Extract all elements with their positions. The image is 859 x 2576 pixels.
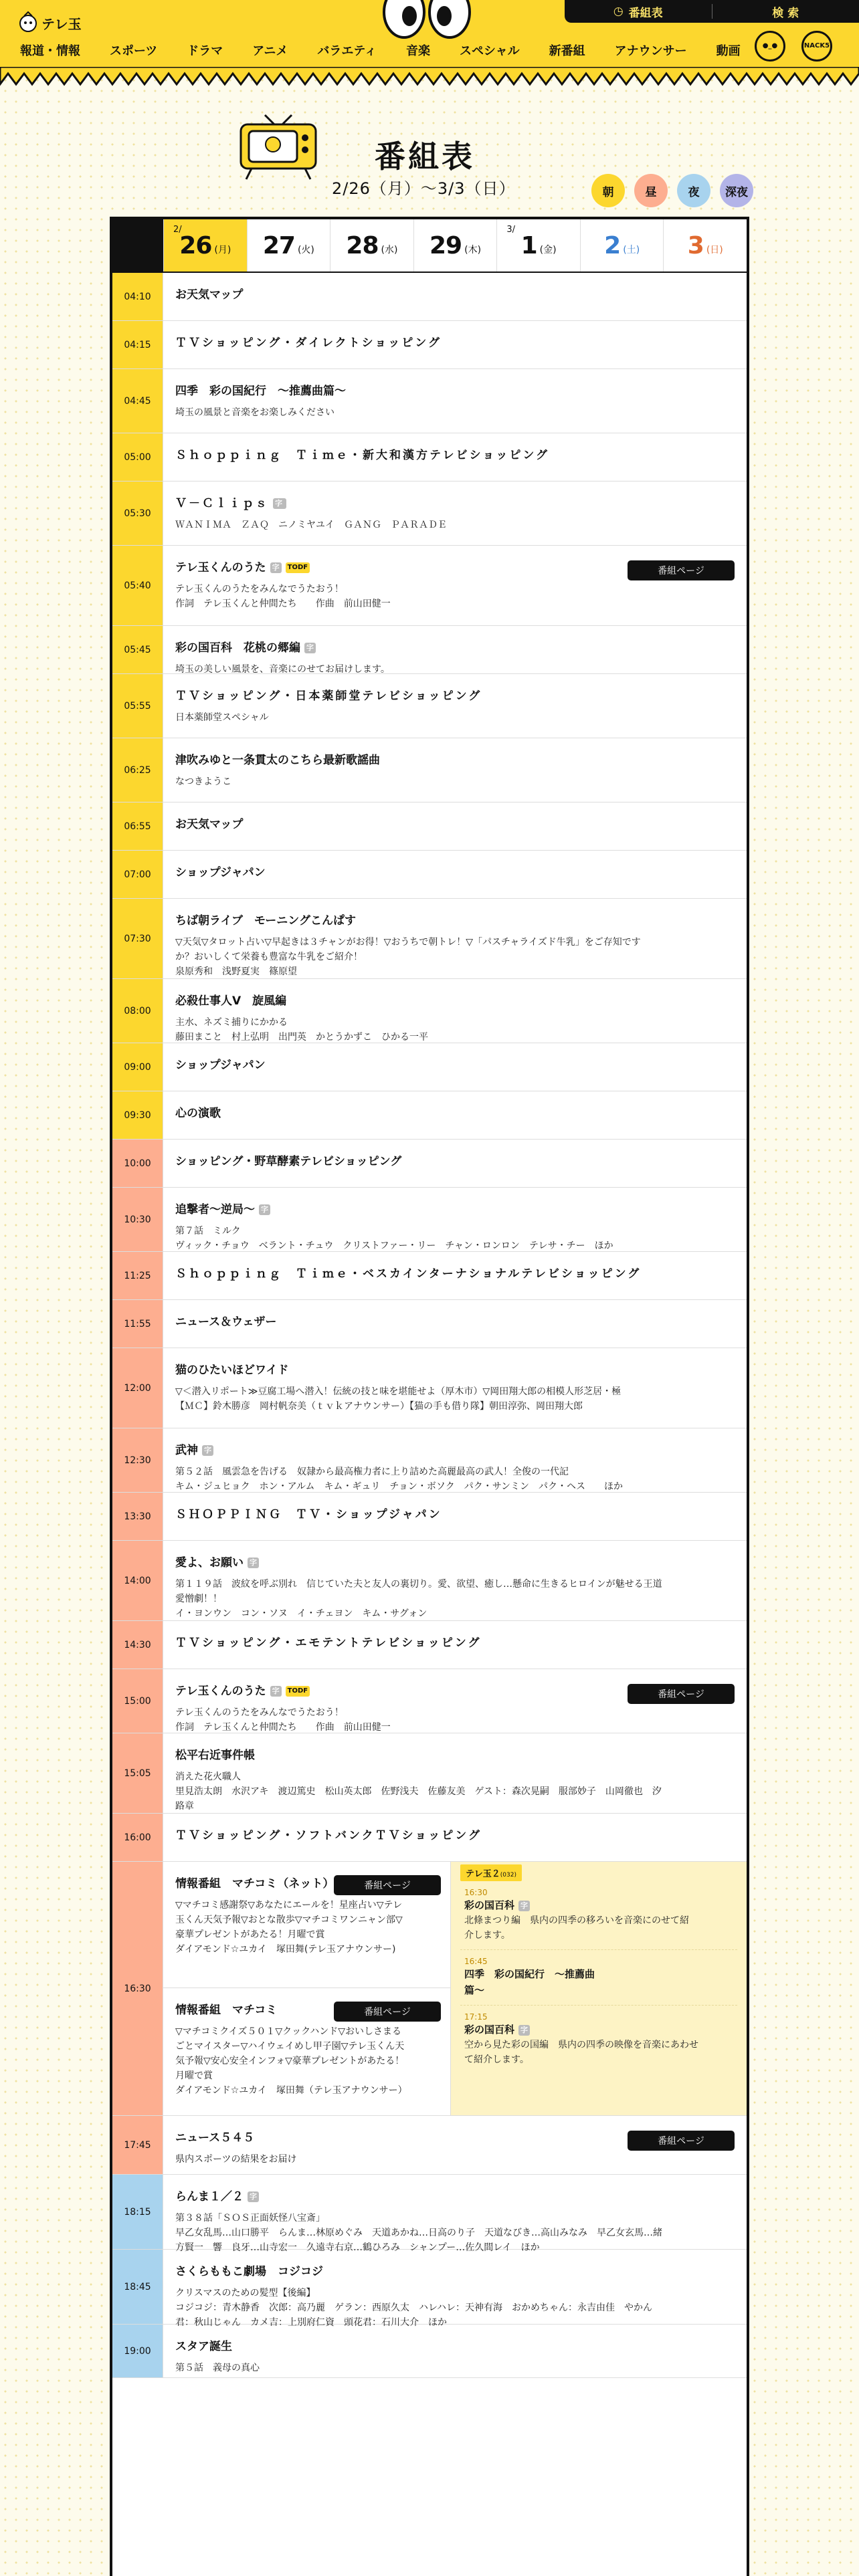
program-title: ショッピング・野草酵素テレビショッピング bbox=[175, 1155, 402, 1168]
program-title: 彩の国百科 bbox=[464, 1899, 515, 1911]
program-title-line bbox=[175, 1105, 735, 1122]
program-title: 情報番組 マチコミ（ネット） bbox=[175, 1877, 335, 1891]
time-label: 08:00 bbox=[112, 979, 163, 1043]
subchannel-program[interactable]: 16:45 四季 彩の国紀行 ～推薦曲 篇～ bbox=[460, 1950, 737, 2006]
desc-line: 第１１９話 波紋を呼ぶ別れ 信じていた夫と友人の裏切り。愛、欲望、癒し…懸命に生きるヒロインが魅せる王道 bbox=[175, 1579, 662, 1590]
program-title: 松平右近事件帳 bbox=[175, 1749, 255, 1762]
program-title: ちば朝ライブ モーニングこんぱす bbox=[175, 914, 356, 928]
program-entry[interactable] bbox=[163, 1300, 747, 1348]
program-desc bbox=[175, 2361, 735, 2375]
program-row bbox=[112, 481, 747, 546]
time-label: 13:30 bbox=[112, 1493, 163, 1540]
program-row bbox=[112, 1733, 747, 1814]
program-desc bbox=[175, 518, 735, 532]
program-title: Ｖ－Ｃｌｉｐｓ bbox=[175, 497, 269, 510]
subtitle-tag: 字 bbox=[202, 1445, 213, 1456]
program-title: 猫のひたいほどワイド bbox=[175, 1364, 289, 1377]
program-title-line bbox=[175, 1827, 735, 1844]
desc-line: 主水、ネズミ捕りにかかる bbox=[175, 1017, 288, 1028]
subtitle-tag: 字 bbox=[304, 643, 316, 653]
desc-line: テレ玉くんのうたをみんなでうたおう！ bbox=[175, 584, 344, 595]
program-row bbox=[112, 433, 747, 481]
program-title: ＴＶショッピング・ダイレクトショッピング bbox=[175, 336, 442, 350]
program-title-line bbox=[175, 687, 735, 705]
program-row bbox=[112, 1348, 747, 1428]
logo-text: テレ玉 bbox=[41, 15, 82, 32]
nav-news[interactable]: 報道・情報 bbox=[20, 44, 80, 58]
program-title-line bbox=[175, 1554, 735, 1572]
time-label: 05:30 bbox=[112, 481, 163, 545]
program-title: テレ玉くんのうた bbox=[175, 561, 266, 574]
time-label: 05:40 bbox=[112, 546, 163, 625]
subchannel-program[interactable]: 17:15 彩の国百科 字 空から見た彩の国編 県内の四季の映像を音楽にあわせ て紹介します。 bbox=[460, 2006, 737, 2074]
program-row bbox=[112, 321, 747, 369]
program-title-line bbox=[175, 1153, 735, 1170]
program-title: 彩の国百科 花桃の郷編 bbox=[175, 641, 300, 655]
desc-line: 泉原秀和 浅野夏実 篠原望 bbox=[175, 966, 297, 977]
program-entry[interactable] bbox=[163, 2116, 747, 2174]
program-entry[interactable] bbox=[163, 979, 747, 1043]
program-title: ニュース＆ウェザー bbox=[175, 1315, 277, 1329]
subtitle-tag: 字 bbox=[273, 498, 286, 509]
latenight-badge[interactable]: 深夜 bbox=[720, 174, 753, 207]
desc-line: なつきようこ bbox=[175, 776, 231, 787]
time-label: 15:05 bbox=[112, 1733, 163, 1813]
date-range: 2/26（月）～3/3（日） bbox=[332, 179, 516, 198]
desc-line: 埼玉の美しい風景を、音楽にのせてお届けします。 bbox=[175, 664, 390, 675]
morning-badge[interactable]: 朝 bbox=[591, 174, 625, 207]
time-label: 10:30 bbox=[112, 1188, 163, 1251]
program-entry[interactable] bbox=[163, 1541, 747, 1620]
program-desc bbox=[175, 2152, 735, 2167]
time-label: 04:15 bbox=[112, 321, 163, 368]
desc-line: 作詞 テレ玉くんと仲間たち 作曲 前山田健一 bbox=[175, 1722, 391, 1733]
program-title: ニュース５４５ bbox=[175, 2131, 255, 2145]
program-title: Ｓｈｏｐｐｉｎｇ Ｔｉｍｅ・新大和漢方テレビショッピング bbox=[175, 449, 549, 462]
program-title-line bbox=[175, 864, 735, 881]
desc-line: 早乙女乱馬…山口勝平 らんま…林原めぐみ 天道あかね…日高のり子 天道なびき…高山みなみ 早乙女玄馬…緒 bbox=[175, 2228, 662, 2238]
timeband-badges bbox=[591, 174, 753, 207]
desc-line: 君：秋山じゃん カメ吉：上別府仁資 頭花君：石川大介 ほか bbox=[175, 2317, 447, 2328]
program-row bbox=[112, 1493, 747, 1541]
program-page-button[interactable]: 番組ページ bbox=[628, 560, 735, 580]
program-title-line bbox=[175, 912, 735, 930]
program-title: ＴＶショッピング・ソフトバンクＴＶショッピング bbox=[175, 1829, 482, 1842]
time-label: 19:00 bbox=[112, 2325, 163, 2377]
program-desc bbox=[175, 1224, 735, 1253]
desc-line: 第７話 ミルク bbox=[175, 1226, 241, 1237]
nav-anime[interactable]: アニメ bbox=[252, 44, 288, 58]
time-label: 06:25 bbox=[112, 738, 163, 802]
desc-line: 藤田まこと 村上弘明 出門英 かとうかずこ ひかる一平 bbox=[175, 1032, 428, 1043]
desc-line: 路章 bbox=[175, 1801, 194, 1812]
program-row bbox=[112, 2175, 747, 2253]
subtitle-tag: 字 bbox=[259, 1204, 270, 1215]
program-desc bbox=[175, 1384, 735, 1414]
nav-announcers[interactable]: アナウンサー bbox=[614, 44, 687, 58]
program-row bbox=[112, 2325, 747, 2378]
program-title-line bbox=[175, 1265, 735, 1283]
program-desc: ▽マチコミクイズ５０１▽クックハンド▽おいしさまる ごとマイスター▽ハイウェイめし甲子園▽テレ玉くん天 気予報▽安心安全インフォ▽豪華プレゼントがあたる！ 月曜で賞 ダイアモンド☆ユカイ 塚田舞（テレ玉アナウンサー） bbox=[175, 2026, 407, 2096]
program-entry[interactable] bbox=[163, 1043, 747, 1091]
desc-line: 方賢一 響 良牙…山寺宏一 久遠寺右京…鶴ひろみ シャンプー…佐久間レイ ほか bbox=[175, 2242, 540, 2253]
program-entry[interactable] bbox=[163, 2250, 747, 2328]
program-title: 四季 彩の国紀行 ～推薦曲篇～ bbox=[175, 385, 346, 398]
split-slot bbox=[112, 1862, 747, 2116]
program-desc: 北條まつり編 県内の四季の移ろいを音楽にのせて紹 介します。 bbox=[464, 1915, 689, 1941]
program-title: お天気マップ bbox=[175, 288, 244, 302]
evening-badge[interactable]: 夜 bbox=[677, 174, 710, 207]
top-utility-bar bbox=[565, 0, 859, 23]
program-list bbox=[112, 2116, 747, 2378]
program-row bbox=[112, 1140, 747, 1188]
schedule-link[interactable]: ◷ 番組表 bbox=[613, 5, 663, 20]
time-label: 10:00 bbox=[112, 1140, 163, 1187]
program-entry[interactable] bbox=[163, 1091, 747, 1139]
corner-cell bbox=[112, 219, 163, 272]
program-title-line bbox=[175, 495, 735, 512]
program-entry[interactable] bbox=[163, 546, 747, 625]
program-entry[interactable] bbox=[163, 1988, 450, 2115]
program-entry[interactable] bbox=[163, 1733, 747, 1813]
program-row bbox=[112, 1188, 747, 1252]
program-entry[interactable] bbox=[163, 851, 747, 898]
desc-line: イ・ヨンウン コン・ソヌ イ・チェヨン キム・サグォン bbox=[175, 1608, 427, 1619]
day-tab[interactable]: 3 (日) bbox=[663, 219, 747, 272]
program-entry[interactable] bbox=[163, 674, 747, 738]
subtitle-tag: 字 bbox=[270, 562, 282, 573]
day-tab[interactable]: 28 (水) bbox=[330, 219, 413, 272]
program-page-button[interactable]: 番組ページ bbox=[628, 1684, 735, 1704]
program-title: 津吹みゆと一条貫太のこちら最新歌謡曲 bbox=[175, 754, 380, 767]
nav-sports[interactable]: スポーツ bbox=[110, 44, 158, 58]
time-label: 09:00 bbox=[112, 1043, 163, 1091]
nav-variety[interactable]: バラエティ bbox=[317, 44, 377, 58]
time-label: 11:25 bbox=[112, 1252, 163, 1299]
day-tab[interactable]: 3/ 1 (金) bbox=[496, 219, 580, 272]
day-tab[interactable]: 2/ 26 (月) bbox=[163, 219, 247, 272]
subtitle-tag: 字 bbox=[518, 2025, 530, 2036]
program-title: ＴＶショッピング・エモテントテレビショッピング bbox=[175, 1636, 482, 1650]
program-row bbox=[112, 802, 747, 851]
program-desc bbox=[175, 774, 735, 789]
program-title: ショップジャパン bbox=[175, 1059, 266, 1072]
todf-tag: TODF bbox=[286, 1686, 310, 1697]
day-tab[interactable]: 2 (土) bbox=[580, 219, 664, 272]
program-desc bbox=[175, 1769, 735, 1814]
program-row bbox=[112, 546, 747, 626]
program-title-line bbox=[175, 1747, 735, 1764]
zigzag-divider bbox=[0, 67, 859, 99]
program-row bbox=[112, 273, 747, 321]
desc-line: 第５話 義母の真心 bbox=[175, 2363, 260, 2373]
time-label: 09:30 bbox=[112, 1091, 163, 1139]
subtitle-tag: 字 bbox=[518, 1901, 530, 1911]
desc-line: コジコジ：青木静香 次郎：高乃麗 ゲラン：西原久太 ハレハレ：天神有海 おかめちゃん：永吉由佳 やかん bbox=[175, 2302, 653, 2313]
split-content bbox=[163, 1862, 747, 2115]
nack5-link-icon[interactable]: NACK5 bbox=[801, 31, 832, 62]
program-title: お天気マップ bbox=[175, 818, 244, 831]
program-title-line bbox=[175, 383, 735, 400]
todf-tag: TODF bbox=[286, 562, 310, 573]
time-label: 17:45 bbox=[112, 2116, 163, 2174]
program-row bbox=[112, 738, 747, 802]
program-row bbox=[112, 2250, 747, 2328]
program-title-line bbox=[175, 286, 735, 304]
nav-special[interactable]: スペシャル bbox=[459, 44, 520, 58]
program-title: Ｓｈｏｐｐｉｎｇ Ｔｉｍｅ・ベスカインターナショナルテレビショッピング bbox=[175, 1267, 642, 1281]
program-desc bbox=[175, 582, 735, 611]
time-label: 05:45 bbox=[112, 626, 163, 673]
time-label: 05:00 bbox=[112, 433, 163, 481]
program-desc bbox=[175, 1465, 735, 1494]
program-row bbox=[112, 979, 747, 1043]
program-page-button[interactable]: 番組ページ bbox=[334, 1875, 441, 1895]
program-title: さくらももこ劇場 コジコジ bbox=[175, 2265, 323, 2278]
program-title-line bbox=[175, 639, 735, 657]
program-title-line bbox=[175, 1634, 735, 1652]
main-channel-column bbox=[163, 1862, 451, 2115]
time-label: 11:55 bbox=[112, 1300, 163, 1348]
program-title-line bbox=[175, 1057, 735, 1074]
nav-drama[interactable]: ドラマ bbox=[187, 44, 223, 58]
program-entry[interactable] bbox=[163, 273, 747, 320]
program-entry[interactable] bbox=[163, 433, 747, 481]
program-list bbox=[112, 273, 747, 1862]
program-desc bbox=[175, 1577, 735, 1621]
subchannel-program[interactable]: 16:30 彩の国百科 字 北條まつり編 県内の四季の移ろいを音楽にのせて紹 介します。 bbox=[460, 1881, 737, 1950]
program-row bbox=[112, 1814, 747, 1862]
program-title: 追撃者～逆局～ bbox=[175, 1203, 255, 1216]
time-label: 06:55 bbox=[112, 802, 163, 850]
day-tab[interactable]: 27 (火) bbox=[247, 219, 330, 272]
program-row bbox=[112, 2116, 747, 2175]
desc-line: 作詞 テレ玉くんと仲間たち 作曲 前山田健一 bbox=[175, 599, 391, 609]
program-desc bbox=[175, 1705, 735, 1735]
time-label: 18:15 bbox=[112, 2175, 163, 2249]
program-title-line bbox=[175, 1201, 735, 1218]
program-title-line bbox=[175, 816, 735, 833]
program-row bbox=[112, 626, 747, 674]
program-title: 愛よ、お願い bbox=[175, 1556, 244, 1570]
program-desc bbox=[175, 710, 735, 725]
time-label: 05:55 bbox=[112, 674, 163, 738]
mascot-link-icon[interactable]: ●_● bbox=[755, 31, 785, 62]
desc-line: 消えた花火職人 bbox=[175, 1772, 241, 1782]
time-label: 15:00 bbox=[112, 1669, 163, 1733]
desc-line: 日本薬師堂スペシャル bbox=[175, 712, 269, 723]
program-title: スタア誕生 bbox=[175, 2340, 232, 2353]
program-entry[interactable] bbox=[163, 1428, 747, 1492]
program-entry[interactable] bbox=[163, 899, 747, 978]
time-label: 14:00 bbox=[112, 1541, 163, 1620]
program-title-line bbox=[175, 447, 735, 464]
desc-line: 【ＭＣ】鈴木勝彦 岡村帆奈美（ｔｖｋアナウンサー）【猫の手も借り隊】朝田淳弥、岡田翔大郎 bbox=[175, 1401, 583, 1412]
program-title-line bbox=[175, 752, 735, 769]
program-entry[interactable] bbox=[163, 2325, 747, 2377]
program-page-button[interactable]: 番組ページ bbox=[334, 2002, 441, 2022]
program-title-line bbox=[175, 1362, 735, 1379]
subtitle-tag: 字 bbox=[248, 1558, 259, 1568]
program-row bbox=[112, 1043, 747, 1091]
program-title: 四季 彩の国紀行 ～推薦曲 bbox=[464, 1968, 595, 1980]
program-row bbox=[112, 674, 747, 738]
program-desc: ▽マチコミ感謝祭▽あなたにエールを！星座占い▽テレ 玉くん天気予報▽おとな散歩▽マチコミワンニャン部▽ 豪華プレゼントがあたる！月曜で賞 ダイアモンド☆ユカイ 塚田舞(テレ玉アナウンサー) bbox=[175, 1900, 403, 1955]
program-title: ＴＶショッピング・日本薬師堂テレビショッピング bbox=[175, 689, 482, 703]
daytime-badge[interactable]: 昼 bbox=[634, 174, 668, 207]
program-title-line bbox=[175, 1506, 735, 1523]
program-desc: 空から見た彩の国編 県内の四季の映像を音楽にあわせ て紹介します。 bbox=[464, 2040, 698, 2065]
main-nav bbox=[20, 41, 770, 59]
subchannel-column bbox=[451, 1862, 747, 2115]
subtitle-tag: 字 bbox=[270, 1686, 282, 1697]
teletama-mascot-icon bbox=[19, 11, 37, 35]
program-desc bbox=[175, 1015, 735, 1045]
program-desc bbox=[175, 2286, 735, 2330]
program-title: 情報番組 マチコミ bbox=[175, 2004, 278, 2017]
mascot-eyes-icon bbox=[380, 0, 474, 39]
time-label: 14:30 bbox=[112, 1621, 163, 1669]
desc-line: 愛憎劇！！ bbox=[175, 1594, 222, 1604]
desc-line: ▽天気▽タロット占い▽早起きは３チャンがお得！▽おうちで朝トレ！▽「パスチャライズド牛乳」をご存知です bbox=[175, 937, 641, 948]
desc-line: クリスマスのための髪型【後編】 bbox=[175, 2288, 316, 2298]
site-header bbox=[0, 0, 859, 67]
program-title: ＳＨＯＰＰＩＮＧ ＴＶ・ショップジャパン bbox=[175, 1508, 442, 1521]
desc-line: 第５２話 風雲急を告げる 奴隷から最高権力者に上り詰めた高麗最高の武人！全俊の一代記 bbox=[175, 1467, 569, 1477]
program-row bbox=[112, 1252, 747, 1300]
program-title-line bbox=[175, 2188, 735, 2206]
nav-video[interactable]: 動画 bbox=[716, 44, 741, 58]
desc-line: テレ玉くんのうたをみんなでうたおう！ bbox=[175, 1707, 344, 1718]
program-row bbox=[112, 851, 747, 899]
time-label: 07:30 bbox=[112, 899, 163, 978]
desc-line: か？おいしくて栄養も豊富な牛乳をご紹介！ bbox=[175, 952, 363, 962]
program-row bbox=[112, 1669, 747, 1733]
program-entry[interactable] bbox=[163, 802, 747, 850]
program-entry[interactable] bbox=[163, 2175, 747, 2253]
program-entry[interactable] bbox=[163, 369, 747, 433]
desc-line: 埼玉の風景と音楽をお楽しみください bbox=[175, 407, 335, 418]
program-entry[interactable] bbox=[163, 1862, 450, 1988]
desc-line: 県内スポーツの結果をお届け bbox=[175, 2154, 297, 2165]
page-title: 番組表 bbox=[375, 138, 475, 175]
time-label: 04:45 bbox=[112, 369, 163, 433]
program-entry[interactable] bbox=[163, 1140, 747, 1187]
program-row bbox=[112, 369, 747, 433]
program-entry[interactable] bbox=[163, 1814, 747, 1861]
desc-line: ▽＜潜入リポート≫豆腐工場へ潜入！伝統の技と味を堪能せよ（厚木市）▽岡田翔大郎の相模人形芝居・極 bbox=[175, 1386, 622, 1397]
program-page-button[interactable]: 番組ページ bbox=[628, 2131, 735, 2151]
program-title: 必殺仕事人Ⅴ 旋風編 bbox=[175, 994, 287, 1008]
site-logo[interactable] bbox=[19, 11, 82, 35]
program-entry[interactable] bbox=[163, 321, 747, 368]
day-tabs bbox=[112, 219, 747, 273]
time-label: 16:30 bbox=[112, 1862, 163, 2115]
program-title: らんま１／２ bbox=[175, 2190, 244, 2204]
program-row bbox=[112, 1621, 747, 1669]
desc-line: ヴィック・チョウ ベラント・チュウ クリストファー・リー チャン・ロンロン テレサ・チー ほか bbox=[175, 1241, 613, 1251]
program-entry[interactable] bbox=[163, 626, 747, 673]
program-title-line bbox=[175, 2263, 735, 2280]
program-entry[interactable] bbox=[163, 481, 747, 545]
program-title: ショップジャパン bbox=[175, 866, 266, 879]
nav-music[interactable]: 音楽 bbox=[405, 44, 430, 58]
program-title-line bbox=[175, 1313, 735, 1331]
program-title-line bbox=[175, 992, 735, 1010]
program-title-line bbox=[175, 2338, 735, 2355]
desc-line: 第３８話「ＳＯＳ正面妖怪八宝斎」 bbox=[175, 2213, 325, 2224]
time-label: 12:00 bbox=[112, 1348, 163, 1428]
subchannel-badge: テレ玉２(032) bbox=[460, 1864, 522, 1881]
program-entry[interactable] bbox=[163, 1493, 747, 1540]
program-desc bbox=[175, 405, 735, 420]
program-title-line bbox=[175, 1442, 735, 1459]
program-title: 心の演歌 bbox=[175, 1107, 221, 1120]
program-row bbox=[112, 1300, 747, 1348]
program-entry[interactable] bbox=[163, 1188, 747, 1251]
program-title: 武神 bbox=[175, 1444, 198, 1457]
time-label: 07:00 bbox=[112, 851, 163, 898]
program-title-line bbox=[175, 334, 735, 352]
search-link[interactable]: 検 索 bbox=[772, 6, 799, 20]
time-label: 18:45 bbox=[112, 2250, 163, 2324]
desc-line: 里見浩太朗 水沢アキ 渡辺篤史 松山英太郎 佐野浅夫 佐藤友美 ゲスト：森次晃嗣 服部妙子 山岡徹也 汐 bbox=[175, 1786, 662, 1797]
program-row bbox=[112, 899, 747, 979]
time-label: 04:10 bbox=[112, 273, 163, 320]
day-tab[interactable]: 29 (木) bbox=[413, 219, 497, 272]
clock-icon: ◷ bbox=[613, 5, 624, 18]
desc-line: ＷＡＮＩＭＡ ＺＡＱ ニノミヤユイ ＧＡＮＧ ＰＡＲＡＤＥ bbox=[175, 520, 447, 530]
desc-line: キム・ジュヒョク ホン・アルム キム・ギュリ チョン・ボソク パク・サンミン パク・ヘス ほか bbox=[175, 1481, 624, 1492]
program-title: 彩の国百科 bbox=[464, 2024, 515, 2036]
program-row bbox=[112, 1428, 747, 1493]
program-entry[interactable] bbox=[163, 738, 747, 802]
subtitle-tag: 字 bbox=[248, 2191, 259, 2202]
program-grid bbox=[110, 217, 749, 2576]
program-entry[interactable] bbox=[163, 1621, 747, 1669]
time-label: 12:30 bbox=[112, 1428, 163, 1492]
program-desc bbox=[175, 2211, 735, 2255]
nav-new-programs[interactable]: 新番組 bbox=[549, 44, 585, 58]
program-entry[interactable] bbox=[163, 1252, 747, 1299]
program-desc bbox=[175, 935, 735, 979]
program-row bbox=[112, 1541, 747, 1621]
tv-mascot-icon bbox=[238, 114, 318, 181]
program-entry[interactable] bbox=[163, 1348, 747, 1428]
program-title: テレ玉くんのうた bbox=[175, 1685, 266, 1698]
time-label: 16:00 bbox=[112, 1814, 163, 1861]
program-row bbox=[112, 1091, 747, 1140]
program-entry[interactable] bbox=[163, 1669, 747, 1733]
